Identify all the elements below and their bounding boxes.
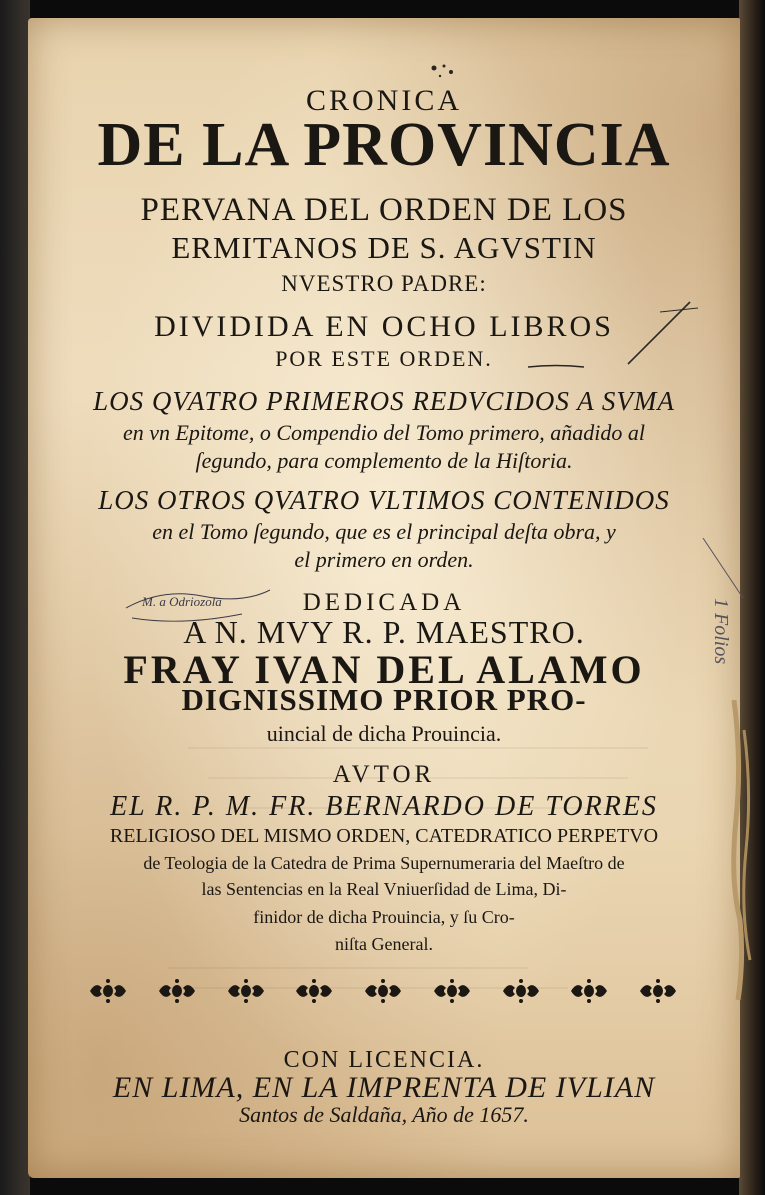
printer-ornament: [638, 978, 678, 1009]
title-line-nuestro-padre: NVESTRO PADRE:: [281, 271, 487, 296]
author-cronista: niſta General.: [335, 934, 433, 954]
imprint-lima: EN LIMA, EN LA IMPRENTA DE IVLIAN: [112, 1071, 656, 1104]
title-line-provincia: DE LA PROVINCIA: [97, 111, 671, 179]
author-name: EL R. P. M. FR. BERNARDO DE TORRES: [110, 791, 658, 822]
title-line-por-este-orden: POR ESTE ORDEN.: [275, 346, 493, 371]
subtitle-tomo-segundo: en el Tomo ſegundo, que es el principal deſta obra, y: [152, 519, 616, 544]
imprint-printer-year: Santos de Saldaña, Año de 1657.: [239, 1102, 529, 1127]
printer-ornament: [363, 978, 403, 1009]
title-line-dividida: DIVIDIDA EN OCHO LIBROS: [154, 310, 614, 343]
dedicatee-name: FRAY IVAN DEL ALAMO: [123, 647, 645, 692]
author-finidor: finidor de dicha Prouincia, y ſu Cro-: [253, 907, 515, 927]
printer-ornament-row: [88, 978, 678, 1008]
subtitle-primeros: LOS QVATRO PRIMEROS REDVCIDOS A SVMA: [93, 386, 675, 416]
title-line-cronica: CRONICA: [305, 84, 462, 117]
printer-ornament: [501, 978, 541, 1009]
printer-ornament: [226, 978, 266, 1009]
author-teologia: de Teologia de la Catedra de Prima Supernumeraria del Maeſtro de: [143, 853, 625, 873]
imprint-licencia: CON LICENCIA.: [283, 1047, 485, 1073]
subtitle-epitome: en vn Epitome, o Compendio del Tomo primero, añadido al: [122, 420, 646, 445]
dedication-heading: DEDICADA: [302, 589, 466, 616]
binding-tie: [730, 700, 765, 1000]
book-spine: [0, 0, 30, 1195]
author-heading: AVTOR: [332, 761, 436, 788]
title-line-ermitanos: ERMITANOS DE S. AGVSTIN: [171, 230, 597, 265]
signature-text: M. a Odriozola: [142, 594, 222, 609]
author-religioso: RELIGIOSO DEL MISMO ORDEN, CATEDRATICO PERPETVO: [109, 825, 659, 847]
subtitle-complemento: ſegundo, para complemento de la Hiſtoria.: [195, 448, 573, 473]
printer-ornament: [157, 978, 197, 1009]
author-sentencias: las Sentencias en la Real Vniuerſidad de Lima, Di-: [201, 879, 567, 899]
decorative-rule: [526, 364, 586, 370]
title-page: [28, 18, 740, 1178]
printer-ornament: [294, 978, 334, 1009]
subtitle-ultimos: LOS OTROS QVATRO VLTIMOS CONTENIDOS: [98, 485, 670, 515]
printer-ornament: [569, 978, 609, 1009]
margin-annotation-text: 1 Folios: [710, 598, 732, 665]
pen-stroke-mark: [620, 298, 700, 368]
dedication-line-maestro: A N. MVY R. P. MAESTRO.: [183, 614, 585, 650]
subtitle-primero-en-orden: el primero en orden.: [294, 547, 474, 572]
printer-ornament: [88, 978, 128, 1009]
title-line-pervana: PERVANA DEL ORDEN DE LOS: [140, 192, 628, 228]
printer-ornament: [432, 978, 472, 1009]
dedicatee-provincia: uincial de dicha Prouincia.: [266, 721, 502, 746]
dedicatee-title: DIGNISSIMO PRIOR PRO-: [181, 682, 587, 717]
